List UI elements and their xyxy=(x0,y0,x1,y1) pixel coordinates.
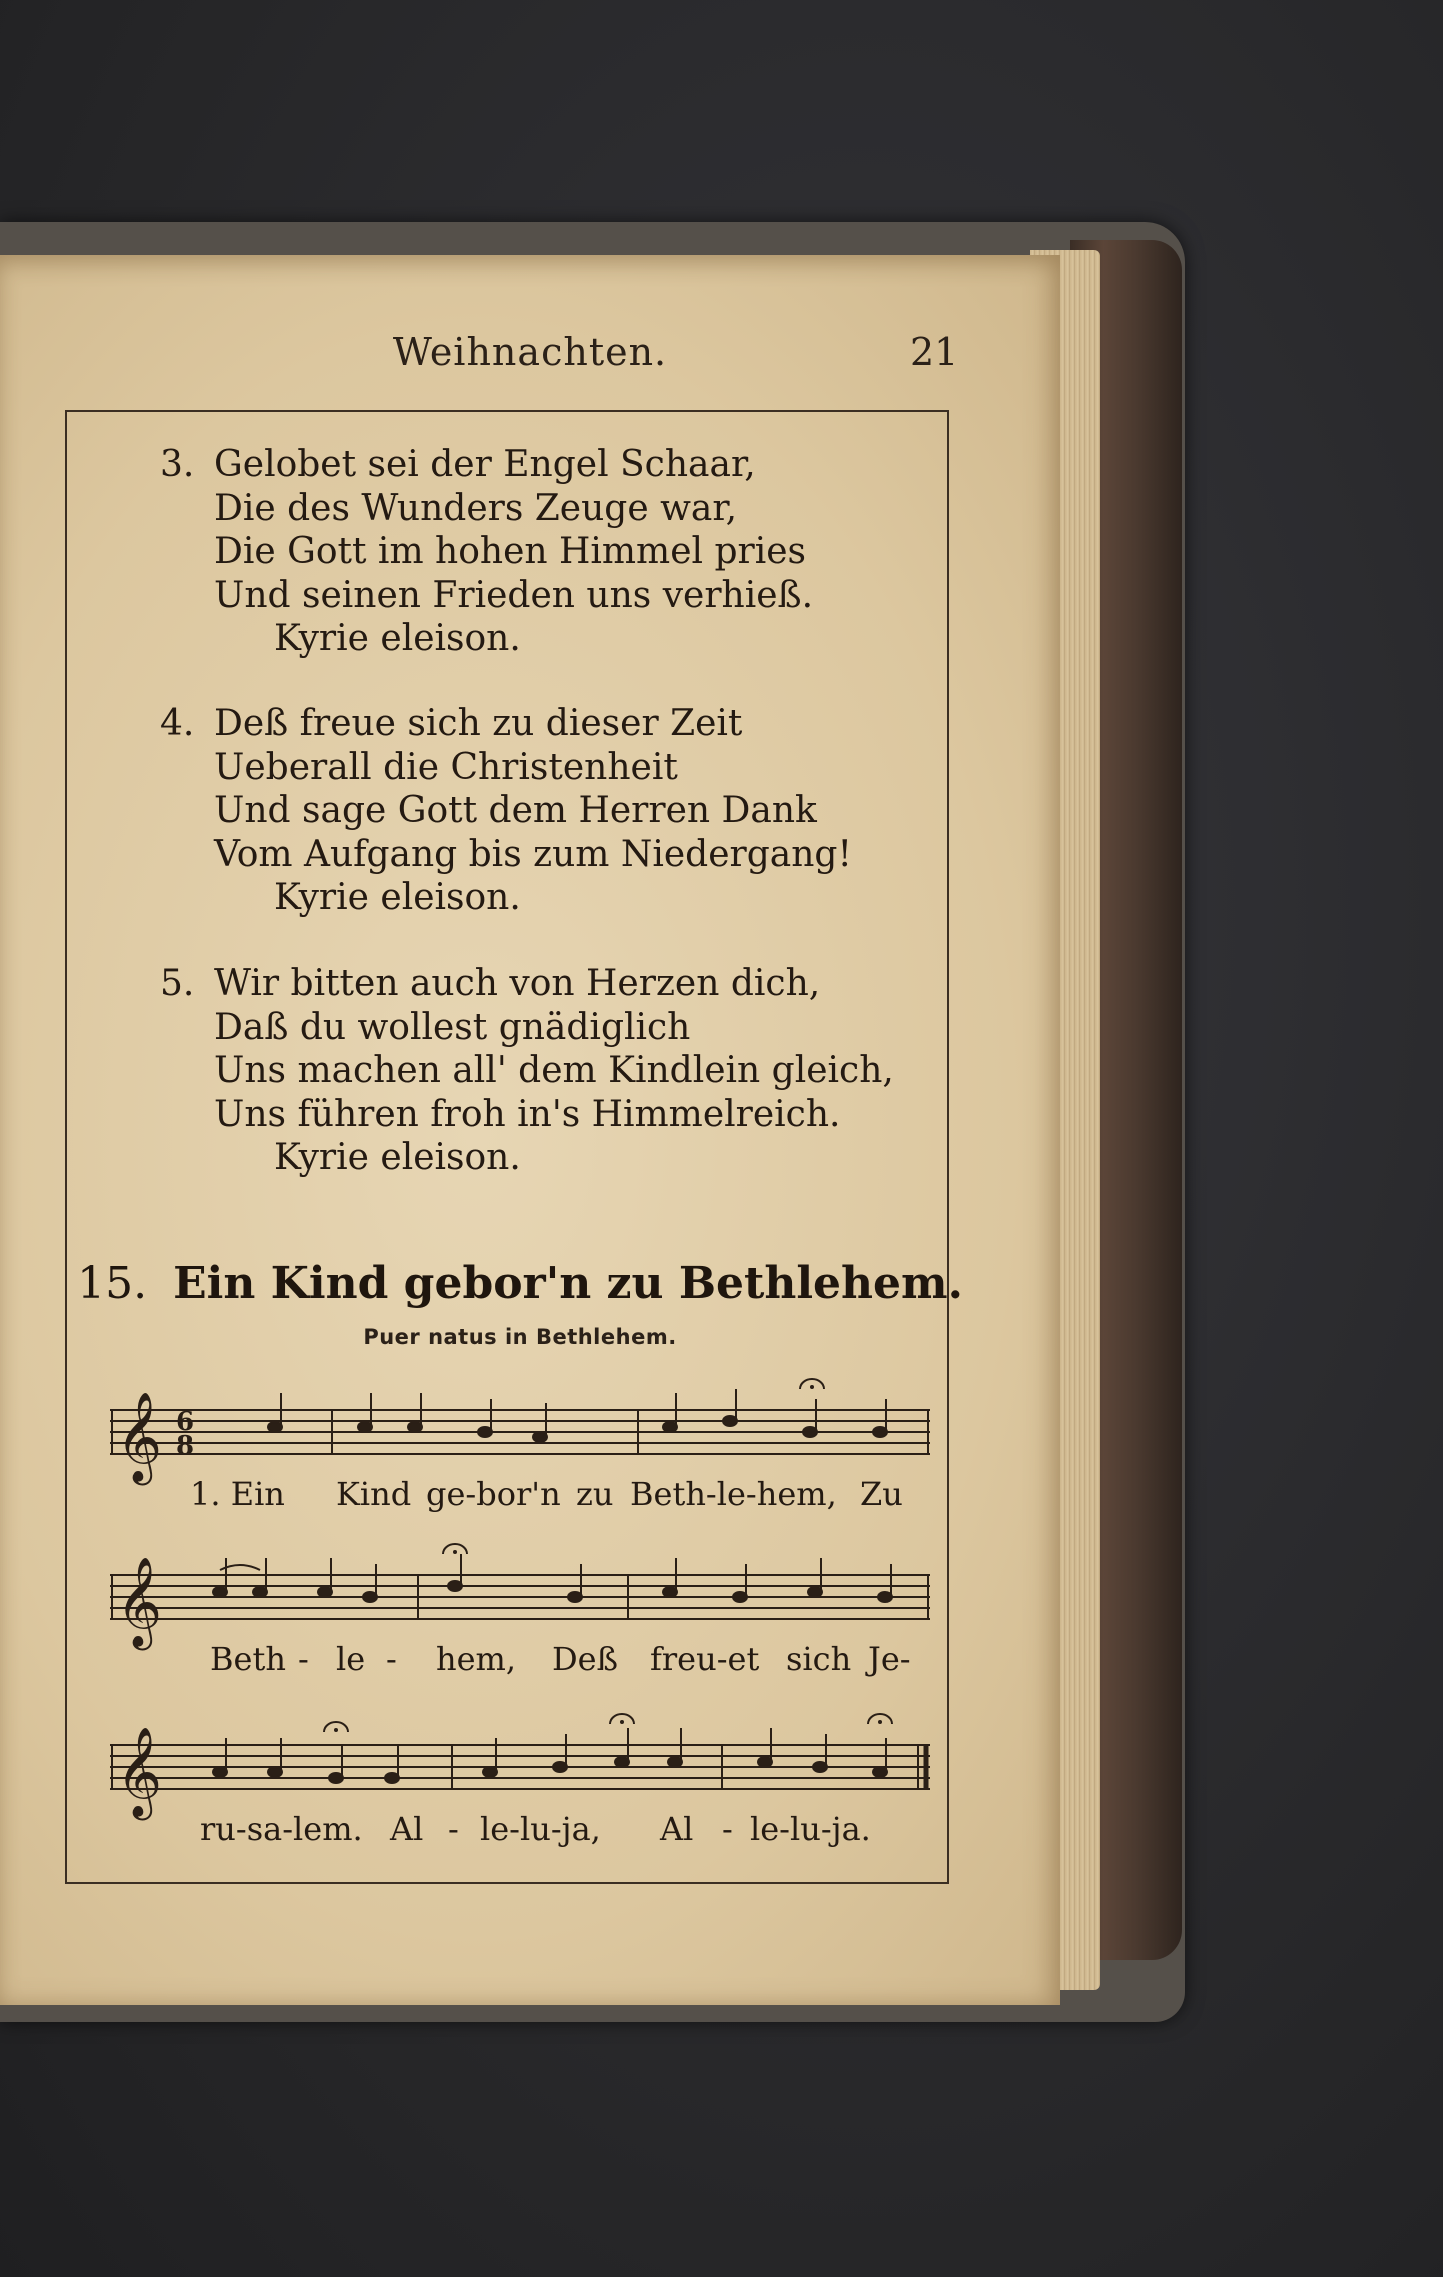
running-head: Weihnachten. xyxy=(392,330,668,374)
verse-line: Vom Aufgang bis zum Niedergang! xyxy=(214,833,852,875)
treble-clef-icon: 𝄞 xyxy=(116,1392,163,1482)
verse-refrain: Kyrie eleison. xyxy=(274,877,521,918)
lyric-syllable: - xyxy=(386,1640,397,1678)
lyric-syllable: Deß xyxy=(552,1640,618,1678)
lyric-syllable: - xyxy=(448,1810,459,1848)
verse-line: Die des Wunders Zeuge war, xyxy=(214,487,738,529)
verse-line: Und sage Gott dem Herren Dank xyxy=(214,790,817,831)
verse-number: 3. xyxy=(160,444,195,485)
lyric-syllable: Je- xyxy=(868,1640,911,1678)
lyric-syllable: ru-sa-lem. xyxy=(200,1810,363,1848)
lyric-syllable: le-lu-ja, xyxy=(480,1810,601,1848)
lyrics-line-3 xyxy=(110,1810,930,1854)
lyric-syllable: sich xyxy=(786,1640,852,1678)
verse-number: 4. xyxy=(160,703,195,744)
verse-4 xyxy=(160,702,852,920)
verse-number: 5. xyxy=(160,963,195,1004)
verse-line: Und seinen Frieden uns verhieß. xyxy=(214,574,814,616)
lyric-syllable: ge-bor'n xyxy=(426,1475,561,1513)
time-signature-bottom: 8 xyxy=(176,1431,195,1461)
verse-line: Uns führen froh in's Himmelreich. xyxy=(214,1093,841,1135)
verse-line: 3. Gelobet sei der Engel Schaar, xyxy=(160,444,756,485)
lyric-syllable: - xyxy=(298,1640,309,1678)
hymn-latin-title: Puer natus in Bethlehem. xyxy=(363,1325,677,1349)
verse-line: Die Gott im hohen Himmel pries xyxy=(214,531,806,572)
verse-line: Daß du wollest gnädiglich xyxy=(214,1006,691,1048)
hymn-title-text: Ein Kind gebor'n zu Bethlehem. xyxy=(173,1258,963,1309)
verse-line: Ueberall die Christenheit xyxy=(214,746,678,788)
treble-clef-icon: 𝄞 xyxy=(116,1727,163,1817)
lyric-syllable: hem, xyxy=(436,1640,517,1678)
lyric-syllable: freu-et xyxy=(650,1640,760,1678)
verse-refrain: Kyrie eleison. xyxy=(274,1137,521,1178)
verse-line: 4. Deß freue sich zu dieser Zeit xyxy=(160,703,743,744)
lyric-syllable: Beth xyxy=(210,1640,286,1678)
page-number: 21 xyxy=(910,330,959,374)
hymn-number: 15. xyxy=(77,1258,148,1309)
lyric-syllable: Kind xyxy=(336,1475,412,1513)
hymn-title xyxy=(0,1258,1040,1309)
lyric-syllable: 1. Ein xyxy=(190,1475,285,1513)
time-signature-top: 6 xyxy=(176,1407,195,1437)
lyric-syllable: le-lu-ja. xyxy=(750,1810,871,1848)
lyrics-line-2 xyxy=(110,1640,930,1684)
verse-line: 5. Wir bitten auch von Herzen dich, xyxy=(160,963,821,1004)
verse-5 xyxy=(160,962,894,1180)
verse-refrain: Kyrie eleison. xyxy=(274,618,521,659)
lyric-syllable: Zu xyxy=(860,1475,903,1513)
lyric-syllable: Al xyxy=(390,1810,424,1848)
lyric-syllable: le xyxy=(336,1640,366,1678)
verse-line: Uns machen all' dem Kindlein gleich, xyxy=(214,1050,894,1091)
verse-3 xyxy=(160,443,813,661)
lyric-syllable: - xyxy=(722,1810,733,1848)
lyric-syllable: zu xyxy=(576,1475,614,1513)
lyrics-line-1 xyxy=(110,1475,930,1519)
lyric-syllable: Al xyxy=(660,1810,694,1848)
treble-clef-icon: 𝄞 xyxy=(116,1557,163,1647)
lyric-syllable: Beth-le-hem, xyxy=(630,1475,837,1513)
